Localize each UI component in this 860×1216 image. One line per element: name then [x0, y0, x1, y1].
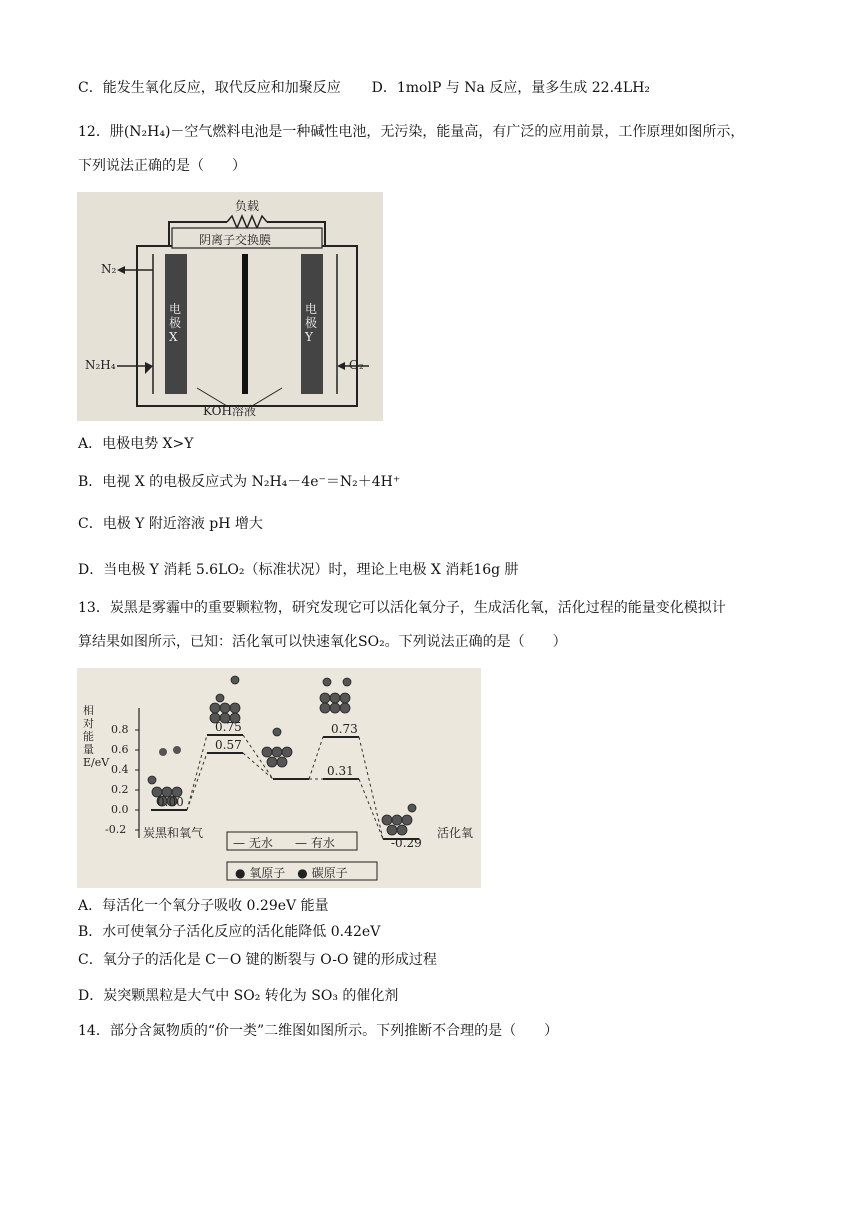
fuel-cell-diagram	[77, 192, 383, 421]
energy-diagram	[77, 668, 481, 888]
ytick-1: 0.6	[111, 743, 129, 756]
q13-stem-line2: 算结果如图所示，已知：活化氧可以快速氧化SO₂。下列说法正确的是（ ）	[78, 634, 567, 650]
level-label-075: 0.75	[215, 720, 242, 734]
q12-option-c: C．电极 Y 附近溶液 pH 增大	[78, 516, 263, 532]
n2-label: N₂	[101, 262, 117, 276]
left-state-label: 炭黑和氧气	[143, 826, 204, 840]
q14-stem: 14．部分含氮物质的“价一类”二维图如图所示。下列推断不合理的是（ ）	[78, 1023, 559, 1039]
ytick-2: 0.4	[111, 763, 129, 776]
q12-option-d: D．当电极 Y 消耗 5.6LO₂（标准状况）时，理论上电极 X 消耗16g 肼	[78, 562, 519, 578]
legend-atoms: ● 氧原子 ● 碳原子	[235, 866, 348, 880]
level-label-000: 0.00	[157, 795, 184, 809]
q12-option-b: B．电视 X 的电极反应式为 N₂H₄－4e⁻＝N₂＋4H⁺	[78, 474, 401, 490]
legend-no-water: — 无水	[233, 836, 273, 850]
ytick-5: -0.2	[105, 823, 127, 836]
q11-option-c: C．能发生氧化反应，取代反应和加聚反应	[78, 80, 341, 96]
ytick-0: 0.8	[111, 723, 129, 736]
level-label-057: 0.57	[215, 738, 242, 752]
level-label-neg029: -0.29	[391, 836, 422, 850]
q13-option-c: C．氧分子的活化是 C－O 键的断裂与 O-O 键的形成过程	[78, 952, 437, 968]
legend-water: — 有水	[295, 836, 335, 850]
fuel-cell-figure	[77, 192, 383, 421]
q13-option-d: D．炭突颗黑粒是大气中 SO₂ 转化为 SO₃ 的催化剂	[78, 988, 399, 1004]
koh-label: KOH溶液	[203, 404, 256, 418]
level-label-073: 0.73	[331, 722, 358, 736]
q12-option-a: A．电极电势 X>Y	[78, 436, 194, 452]
ytick-3: 0.2	[111, 783, 129, 796]
membrane-label: 阴离子交换膜	[199, 233, 272, 247]
q13-option-a: A．每活化一个氧分子吸收 0.29eV 能量	[78, 898, 329, 914]
q13-stem-line1: 13．炭黑是雾霾中的重要颗粒物，研究发现它可以活化氧分子，生成活化氧，活化过程的能量变化模拟计	[78, 600, 726, 616]
q12-stem-line2: 下列说法正确的是（ ）	[78, 158, 246, 174]
ytick-4: 0.0	[111, 803, 129, 816]
q12-stem-line1: 12．肼(N₂H₄)－空气燃料电池是一种碱性电池，无污染，能量高，有广泛的应用前景，工作原理如图所示，	[78, 124, 745, 140]
n2h4-label: N₂H₄	[85, 358, 116, 372]
energy-diagram-figure	[77, 668, 481, 888]
energy-ylabel: 相对能量E/eV	[83, 704, 110, 769]
right-state-label: 活化氧	[437, 826, 474, 840]
load-label: 负载	[235, 199, 260, 213]
o2-label: O₂	[349, 358, 364, 372]
electrode-x-label: 电极X	[169, 302, 182, 344]
level-label-031: 0.31	[327, 764, 354, 778]
q11-options	[78, 78, 650, 98]
q13-option-b: B．水可使氧分子活化反应的活化能降低 0.42eV	[78, 924, 381, 940]
q11-option-d: D．1molP 与 Na 反应，量多生成 22.4LH₂	[371, 80, 651, 96]
electrode-y-label: 电极Y	[305, 302, 318, 344]
